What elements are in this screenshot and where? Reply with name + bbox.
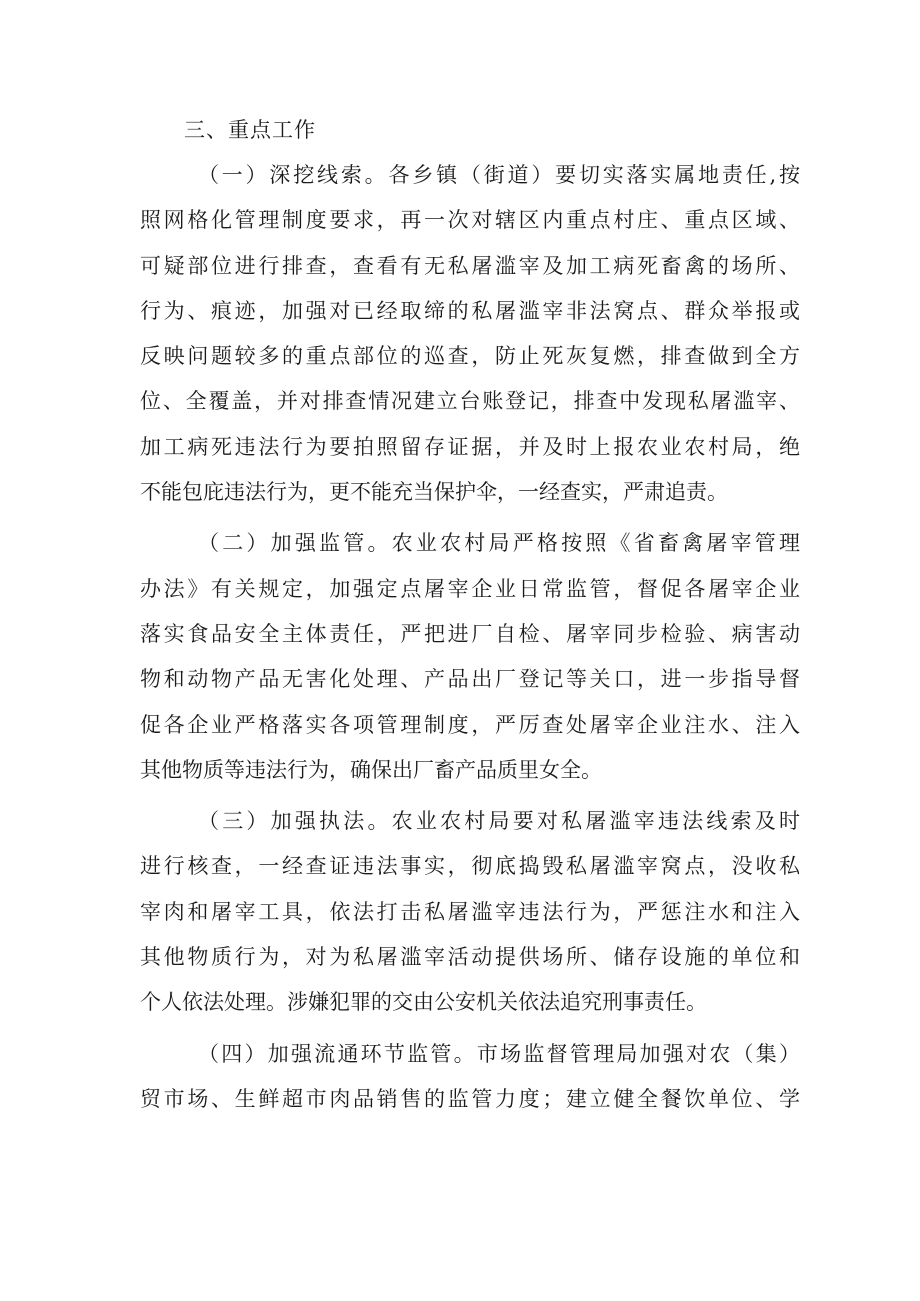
paragraph-line: 不能包庇违法行为，更不能充当保护伞，一经查实，严肃追责。 (140, 480, 728, 505)
paragraph-line: 宰肉和屠宰工具，依法打击私屠滥宰违法行为，严惩注水和注入 (140, 899, 800, 924)
paragraph-deep-dig-clues (140, 153, 800, 515)
section-heading: 三、重点工作 (184, 118, 316, 142)
paragraph-line: 促各企业严格落实各项管理制度，严厉查处屠宰企业注水、注入 (140, 712, 800, 737)
paragraph-line: （四）加强流通环节监管。市场监督管理局加强对农（集） (198, 1041, 800, 1066)
paragraph-strengthen-enforcement (140, 799, 800, 1025)
document-body (140, 110, 800, 1122)
paragraph-line: 个人依法处理。涉嫌犯罪的交由公安机关依法追究刑事责任。 (140, 990, 707, 1015)
paragraph-line: 可疑部位进行排查，查看有无私屠滥宰及加工病死畜禽的场所、 (140, 253, 800, 278)
paragraph-line: 行为、痕迹，加强对已经取缔的私屠滥宰非法窝点、群众举报或 (140, 298, 800, 323)
paragraph-line: 位、全覆盖，并对排查情况建立台账登记，排查中发现私屠滥宰、 (140, 389, 800, 414)
paragraph-line: 其他物质行为，对为私屠滥宰活动提供场所、储存设施的单位和 (140, 945, 800, 970)
paragraph-line: 加工病死违法行为要拍照留存证据，并及时上报农业农村局，绝 (140, 434, 800, 459)
paragraph-line: （二）加强监管。农业农村局严格按照《省畜禽屠宰管理 (198, 531, 800, 556)
paragraph-line: 反映问题较多的重点部位的巡查，防止死灰复燃，排查做到全方 (140, 344, 800, 369)
paragraph-line: 贸市场、生鲜超市肉品销售的监管力度；建立健全餐饮单位、学 (140, 1086, 800, 1111)
paragraph-line: 办法》有关规定，加强定点屠宰企业日常监管，督促各屠宰企业 (140, 576, 800, 601)
paragraph-line: 进行核查，一经查证违法事实，彻底捣毁私屠滥宰窝点，没收私 (140, 854, 800, 879)
paragraph-line: （一）深挖线索。各乡镇（街道）要切实落实属地责任,按 (198, 163, 800, 187)
paragraph-line: （三）加强执法。农业农村局要对私屠滥宰违法线索及时 (198, 809, 800, 834)
paragraph-line: 其他物质等违法行为，确保出厂畜产品质里女全。 (140, 757, 602, 782)
paragraph-circulation-supervision (140, 1032, 800, 1123)
paragraph-line: 落实食品安全主体责任，严把进厂自检、屠宰同步检验、病害动 (140, 621, 800, 646)
paragraph-strengthen-supervision (140, 521, 800, 793)
paragraph-line: 照网格化管理制度要求，再一次对辖区内重点村庄、重点区域、 (140, 208, 800, 233)
paragraph-line: 物和动物产品无害化处理、产品出厂登记等关口，进一步指导督 (140, 667, 800, 692)
